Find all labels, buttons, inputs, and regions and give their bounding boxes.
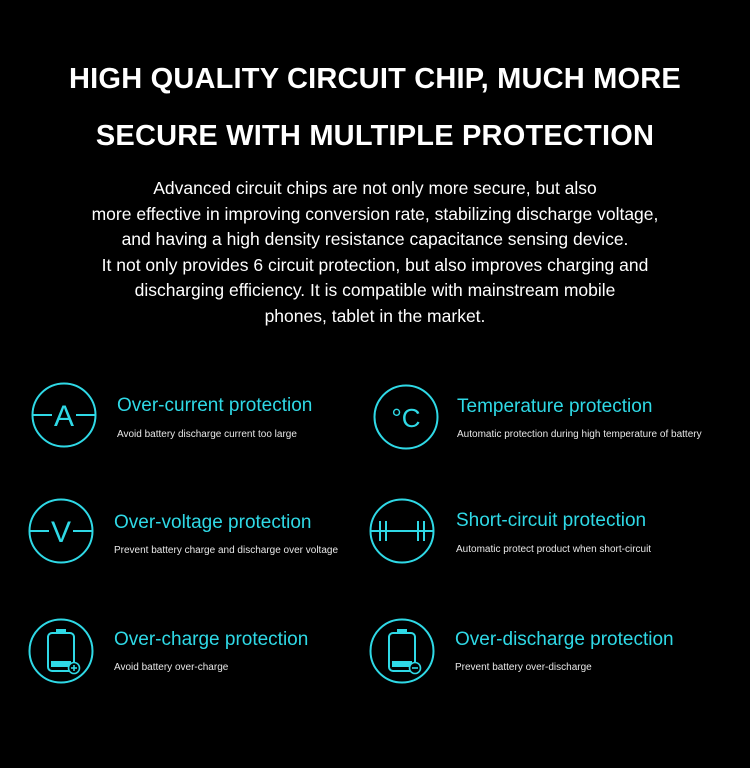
battery-minus-icon — [368, 617, 436, 685]
headline-line-1: HIGH QUALITY CIRCUIT CHIP, MUCH MORE — [69, 63, 681, 95]
description-line: more effective in improving conversion rate, stabilizing discharge voltage, — [91, 203, 659, 224]
feature-title: Over-discharge protection — [455, 629, 674, 650]
feature-subtitle: Avoid battery discharge current too large — [117, 429, 297, 440]
icon-symbol: °C — [391, 403, 421, 433]
headline-line-2: SECURE WITH MULTIPLE PROTECTION — [95, 120, 655, 152]
description-line: discharging efficiency. It is compatible with mainstream mobile — [134, 280, 616, 300]
feature-subtitle: Prevent battery charge and discharge over voltage — [114, 545, 339, 556]
feature-title: Temperature protection — [457, 396, 653, 417]
icon-symbol: V — [50, 516, 72, 549]
feature-subtitle: Automatic protection during high temperature of battery — [457, 429, 702, 440]
description-line: and having a high density resistance capacitance sensing device. — [121, 229, 629, 249]
icon-symbol: A — [53, 400, 75, 433]
description — [0, 176, 750, 329]
feature-title: Short-circuit protection — [456, 510, 647, 531]
feature-title: Over-voltage protection — [114, 512, 312, 533]
description-line: It not only provides 6 circuit protection, but also improves charging and — [101, 254, 649, 275]
ammeter-icon — [30, 381, 98, 449]
feature-subtitle: Automatic protect product when short-circuit — [456, 544, 652, 555]
description-line: Advanced circuit chips are not only more secure, but also — [153, 178, 597, 198]
short-circuit-icon — [368, 497, 436, 565]
feature-subtitle: Avoid battery over-charge — [114, 662, 229, 673]
feature-title: Over-charge protection — [114, 629, 309, 650]
feature-title: Over-current protection — [117, 395, 313, 416]
thermometer-celsius-icon — [372, 383, 440, 451]
battery-plus-icon — [27, 617, 95, 685]
description-line: phones, tablet in the market. — [264, 305, 486, 326]
feature-subtitle: Prevent battery over-discharge — [455, 662, 592, 673]
voltmeter-icon — [27, 497, 95, 565]
